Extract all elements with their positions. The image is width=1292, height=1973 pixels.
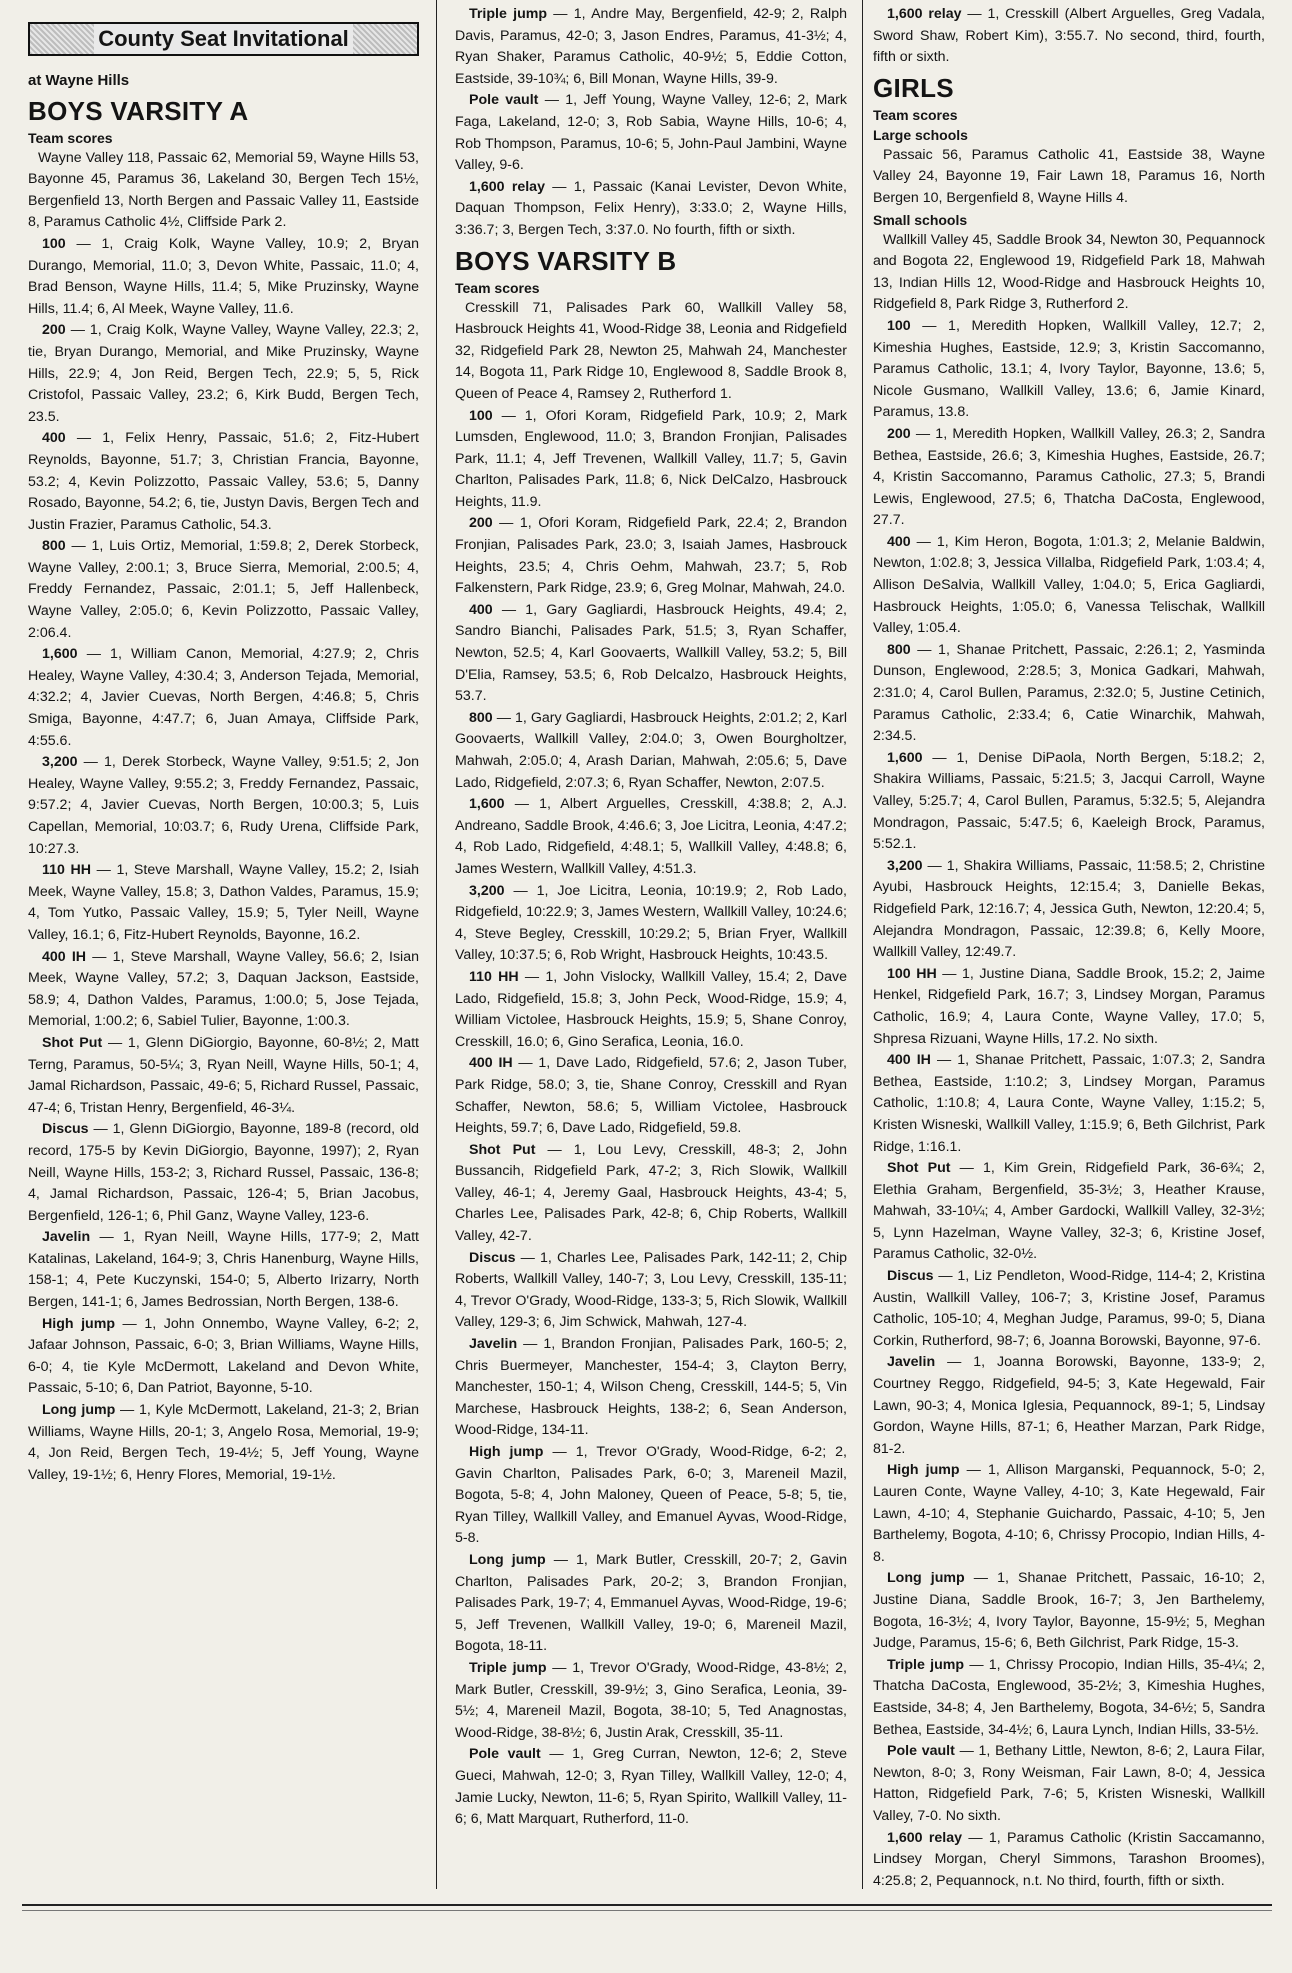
event-results-text: — 1, Meredith Hopken, Wallkill Valley, 12.7; 2, Kimeshia Hughes, Eastside, 12.9; 3, Kristin Saccomanno, Paramus Catholic, 13.1; 4, Ivory Taylor, Bayonne, 13.6; 5, Nicole Gusmano, Wallkill Valley, 13.6; 6, Jamie Kinard, Paramus, 13.8.	[873, 317, 1265, 421]
event-name: High jump	[469, 1444, 544, 1460]
event-results-text: — 1, Bethany Little, Newton, 8-6; 2, Laura Filar, Newton, 8-0; 3, Rony Weisman, Fair Lawn, 8-0; 4, Jessica Hatton, Ridgefield Park, 7-6; 5, Kristen Wisneski, Wallkill Valley, 7-0. No sixth.	[873, 1743, 1265, 1824]
event-result	[873, 1741, 1265, 1827]
event-results-text: — 1, John Onnembo, Wayne Valley, 6-2; 2, Jafaar Johnson, Passaic, 6-0; 3, Brian Williams, Wayne Hills, 6-0; 4, tie Kyle McDermott, Lakeland and Devon White, Passaic, 5-10; 6, Dan Patriot, Bayonne, 5-10.	[28, 1315, 419, 1397]
event-name: 1,600	[887, 749, 923, 766]
event-results-text: — 1, Trevor O'Grady, Wood-Ridge, 43-8½; 2, Mark Butler, Cresskill, 39-9½; 3, Gino Serafica, Leonia, 39-5½; 4, Mareneil Mazil, Bogota, 38-10; 5, Ted Anagnostas, Wood-Ridge, 38-8½; 6, Justin Arak, Cresskill, 35-11.	[455, 1659, 847, 1741]
event-result	[873, 1655, 1265, 1741]
event-result	[873, 1050, 1265, 1158]
event-results-text: — 1, Trevor O'Grady, Wood-Ridge, 6-2; 2, Gavin Charlton, Palisades Park, 6-0; 3, Mareneil Mazil, Bogota, 5-8; 4, John Maloney, Queen of Peace, 5-8; 5, tie, Ryan Tilley, Wallkill Valley, and Emanuel Ayvas, Wood-Ridge, 5-8.	[455, 1444, 847, 1547]
event-name: Triple jump	[887, 1656, 965, 1673]
event-results-text: — 1, Derek Storbeck, Wayne Valley, 9:51.5; 2, Jon Healey, Wayne Valley, 9:55.2; 3, Freddy Fernandez, Passaic, 9:57.2; 4, Javier Cuevas, North Bergen, 10:00.3; 5, Luis Capellan, Memorial, 10:03.7; 6, Rudy Urena, Cliffside Park, 10:27.3.	[28, 754, 419, 857]
event-results-text: — 1, Andre May, Bergenfield, 42-9; 2, Ralph Davis, Paramus, 42-0; 3, Jason Endres, Paramus, 41-3½; 4, Ryan Shaker, Paramus Catholic, 40-9½; 5, Eddie Cotton, Eastside, 39-10¾; 6, Bill Monan, Wayne Hills, 39-9.	[455, 6, 847, 87]
event-result	[28, 752, 419, 860]
event-results-text: — 1, Kim Grein, Ridgefield Park, 36-6¾; 2, Elethia Graham, Bergenfield, 35-3½; 3, Heather Krause, Mahwah, 33-10¼; 4, Amber Gardocki, Wallkill Valley, 32-3½; 5, Lynn Hazelman, Wayne Valley, 32-3; 6, Kristine Josef, Paramus Catholic, 32-0½.	[873, 1160, 1265, 1263]
event-result	[873, 424, 1265, 532]
event-name: 400	[42, 430, 66, 447]
event-result	[28, 536, 419, 644]
event-name: 1,600 relay	[469, 178, 545, 195]
event-name: Long jump	[887, 1570, 965, 1587]
event-results-text: — 1, Steve Marshall, Wayne Valley, 15.2; 2, Isiah Meek, Wayne Valley, 15.8; 3, Dathon Valdes, Paramus, 15.9; 4, Tom Yutko, Passaic Valley, 15.9; 5, Tyler Neill, Wayne Valley, 16.1; 6, Fitz-Hubert Reynolds, Bayonne, 16.2.	[28, 862, 419, 943]
event-name: 200	[42, 322, 66, 339]
event-name: 400	[469, 601, 493, 618]
small-schools-scores: Wallkill Valley 45, Saddle Brook 34, Newton 30, Pequannock and Bogota 22, Englewood 19, Ridgefield Park 18, Mahwah 13, Indian Hills 12, Wood-Ridge and Hasbrouck Heights 10, Ridgefield 8, Park Ridge 3, Rutherford 2.	[873, 231, 1265, 313]
event-result	[873, 316, 1265, 424]
team-scores: Cresskill 71, Palisades Park 60, Wallkill Valley 58, Hasbrouck Heights 41, Wood-Ridge 38, Leonia and Ridgefield 32, Ridgefield Park 28, Newton 25, Mahwah 24, Manchester 14, Bogota 11, Park Ridge 10, Englewood 8, Saddle Brook 8, Queen of Peace 4, Ramsey 2, Rutherford 1.	[455, 299, 847, 402]
event-results-text: — 1, Kyle McDermott, Lakeland, 21-3; 2, Brian Williams, Wayne Hills, 20-1; 3, Angelo Rosa, Memorial, 19-9; 4, Jon Reid, Bergen Tech, 19-4½; 5, Jeff Young, Wayne Valley, 19-1½; 6, Henry Flores, Memorial, 19-1½.	[28, 1402, 419, 1483]
team-scores: Wayne Valley 118, Passaic 62, Memorial 59, Wayne Hills 53, Bayonne 45, Paramus 36, Lakeland 30, Bergen Tech 15½, Bergenfield 13, North Bergen and Passaic Valley 11, Eastside 8, Paramus Catholic 4½, Cliffside Park 2.	[28, 149, 419, 231]
column-2	[455, 4, 847, 1893]
event-name: 3,200	[42, 754, 78, 771]
event-results-text: — 1, Cresskill (Albert Arguelles, Greg Vadala, Sword Shaw, Robert Kim), 3:55.7. No second, third, fourth, fifth or sixth.	[873, 6, 1265, 66]
event-name: 400 IH	[469, 1055, 513, 1072]
event-name: 1,600	[469, 796, 505, 813]
event-result	[455, 1550, 847, 1658]
small-schools-heading: Small schools	[873, 211, 968, 228]
event-list	[455, 406, 847, 1831]
event-name: Javelin	[887, 1354, 936, 1371]
event-result	[28, 428, 419, 536]
large-schools-scores: Passaic 56, Paramus Catholic 41, Eastside 38, Wayne Valley 24, Bayonne 19, Fair Lawn 18, Paramus 16, North Bergen 10, Bergenfield 8, Wayne Hills 4.	[873, 146, 1265, 206]
event-results-text: — 1, Brandon Fronjian, Palisades Park, 160-5; 2, Chris Buermeyer, Manchester, 154-4; 3, Clayton Berry, Manchester, 150-1; 4, Wilson Cheng, Cresskill, 144-5; 5, Vin Marchese, Hasbrouck Heights, 138-2; 6, Sean Anderson, Wood-Ridge, 134-11.	[455, 1336, 847, 1439]
event-name: 1,600 relay	[887, 1829, 962, 1846]
event-results-text: — 1, Greg Curran, Newton, 12-6; 2, Steve Gueci, Mahwah, 12-0; 3, Ryan Tilley, Wallkill Valley, 12-0; 4, Jamie Lucky, Newton, 11-6; 5, Ryan Spirito, Wallkill Valley, 11-6; 6, Matt Marquart, Rutherford, 11-0.	[455, 1746, 847, 1828]
event-name: Triple jump	[469, 6, 548, 22]
event-result	[455, 1053, 847, 1139]
event-name: 400	[887, 533, 911, 550]
event-result	[873, 964, 1265, 1050]
event-results-text: — 1, Craig Kolk, Wayne Valley, 10.9; 2, Bryan Durango, Memorial, 11.0; 3, Devon White, Passaic, 11.0; 4, Brad Benson, Wayne Hills, 11.4; 5, Mike Pruzinsky, Wayne Hills, 11.4; 6, Al Meek, Wayne Valley, 11.6.	[28, 235, 419, 317]
event-list	[873, 316, 1265, 1892]
event-results-text: — 1, Meredith Hopken, Wallkill Valley, 26.3; 2, Sandra Bethea, Eastside, 26.6; 3, Kimeshia Hughes, Eastside, 26.7; 4, Kristin Saccomanno, Paramus Catholic, 27.3; 5, Brandi Lewis, Englewood, 27.5; 6, Thatcha DaCosta, Englewood, 27.7.	[873, 425, 1265, 529]
event-list	[28, 234, 419, 1486]
event-results-text: — 1, Chrissy Procopio, Indian Hills, 35-4¼; 2, Thatcha DaCosta, Englewood, 35-2½; 3, Kimeshia Hughes, Eastside, 34-8; 4, Jen Barthelemy, Bogota, 34-6½; 5, Sandra Bethea, Eastside, 34-4½; 6, Laura Lynch, Indian Hills, 33-5½.	[873, 1656, 1265, 1738]
event-result	[873, 4, 1265, 69]
event-results-text: — 1, Luis Ortiz, Memorial, 1:59.8; 2, Derek Storbeck, Wayne Valley, 2:00.1; 3, Bruce Sierra, Memorial, 2:00.5; 4, Freddy Fernandez, Passaic, 2:01.1; 5, Jeff Hallenbeck, Wayne Valley, 2:05.0; 6, Kevin Polizzotto, Passaic Valley, 2:06.4.	[28, 538, 419, 641]
event-name: 100 HH	[887, 965, 937, 982]
event-results-text: — 1, Allison Marganski, Pequannock, 5-0; 2, Lauren Conte, Wayne Valley, 4-10; 3, Kate Hegewald, Fair Lawn, 4-10; 4, Stephanie Guichardo, Passaic, 4-10; 5, Jen Barthelemy, Bogota, 4-10; 6, Chrissy Procopio, Indian Hills, 4-8.	[873, 1462, 1265, 1565]
event-results-text: — 1, Joe Licitra, Leonia, 10:19.9; 2, Rob Lado, Ridgefield, 10:22.9; 3, James Western, Wallkill Valley, 10:24.6; 4, Steve Begley, Cresskill, 10:29.2; 5, Brian Fryer, Wallkill Valley, 10:37.5; 6, Rob Wright, Hasbrouck Heights, 10:43.5.	[455, 882, 847, 964]
event-name: 800	[42, 538, 66, 555]
event-result	[873, 640, 1265, 748]
column-1	[28, 4, 419, 1893]
bottom-rule	[22, 1904, 1272, 1906]
event-list	[455, 4, 847, 242]
team-scores-heading: Team scores	[873, 106, 958, 123]
section-heading-boys-b: BOYS VARSITY B	[455, 245, 677, 276]
event-results-text: — 1, Kim Heron, Bogota, 1:01.3; 2, Melanie Baldwin, Newton, 1:02.8; 3, Jessica Villalba, Ridgefield Park, 1:03.4; 4, Allison DeSalvia, Wallkill Valley, 1:04.0; 5, Erica Gagliardi, Hasbrouck Heights, 1:05.0; 6, Vanessa Telischak, Wallkill Valley, 1:05.4.	[873, 533, 1265, 637]
event-name: 100	[887, 317, 911, 334]
event-name: 200	[887, 425, 911, 442]
event-result	[455, 967, 847, 1053]
event-name: Shot Put	[887, 1160, 951, 1177]
column-divider	[862, 0, 863, 1889]
event-results-text: — 1, Paramus Catholic (Kristin Saccamanno, Lindsey Morgan, Cheryl Simmons, Tarashon Broomes), 4:25.8; 2, Pequannock, n.t. No third, fourth, fifth or sixth.	[873, 1829, 1265, 1889]
bottom-rule	[22, 1910, 1272, 1911]
event-results-text: — 1, Joanna Borowski, Bayonne, 133-9; 2, Courtney Reggo, Ridgefield, 94-5; 3, Kate Hegewald, Fair Lawn, 90-3; 4, Monica Iglesia, Pequannock, 89-1; 5, Lindsay Gordon, Wayne Hills, 87-1; 6, Heather Marzan, Park Ridge, 81-2.	[873, 1354, 1265, 1457]
meet-title: County Seat Invitational	[94, 24, 353, 54]
event-name: High jump	[887, 1462, 960, 1479]
event-result	[28, 1227, 419, 1313]
event-result	[873, 1828, 1265, 1893]
event-results-text: — 1, Gary Gagliardi, Hasbrouck Heights, 2:01.2; 2, Karl Goovaerts, Wallkill Valley, 2:04.0; 3, Owen Bourgholtzer, Mahwah, 2:05.0; 4, Arash Darian, Mahwah, 2:05.6; 5, Dave Lado, Ridgefield, 2:07.3; 6, Ryan Schaffer, Newton, 2:07.5.	[455, 709, 847, 791]
event-result	[455, 600, 847, 708]
event-results-text: — 1, Glenn DiGiorgio, Bayonne, 60-8½; 2, Matt Terng, Paramus, 50-5¼; 3, Ryan Neill, Wayne Hills, 50-1; 4, Jamal Richardson, Passaic, 49-6; 5, Richard Russel, Passaic, 47-4; 6, Tristan Henry, Bergenfield, 46-3¼.	[28, 1034, 419, 1116]
event-result	[455, 1248, 847, 1334]
event-result	[455, 406, 847, 514]
event-result	[28, 1314, 419, 1400]
event-result	[455, 1442, 847, 1550]
event-result	[455, 1744, 847, 1830]
event-name: 110 HH	[42, 862, 92, 879]
event-name: Shot Put	[469, 1141, 536, 1158]
event-result	[28, 644, 419, 752]
event-result	[28, 320, 419, 428]
event-results-text: — 1, Albert Arguelles, Cresskill, 4:38.8; 2, A.J. Andreano, Saddle Brook, 4:46.6; 3, Joe Licitra, Leonia, 4:47.2; 4, Rob Lado, Ridgefield, 4:48.1; 5, Wallkill Valley, 4:48.8; 6, James Western, Wallkill Valley, 4:51.3.	[455, 796, 847, 877]
event-name: 100	[469, 407, 493, 424]
event-name: 400 IH	[42, 948, 87, 965]
event-result	[873, 1158, 1265, 1266]
event-name: 1,600	[42, 646, 78, 663]
meet-banner	[28, 22, 419, 56]
event-results-text: — 1, Lou Levy, Cresskill, 48-3; 2, John Bussancih, Ridgefield Park, 47-2; 3, Rich Slowik, Wallkill Valley, 46-1; 4, Jeremy Gaal, Hasbrouck Heights, 43-4; 5, Charles Lee, Palisades Park, 42-8; 6, Chip Roberts, Wallkill Valley, 42-7.	[455, 1141, 847, 1245]
event-results-text: — 1, Shanae Pritchett, Passaic, 16-10; 2, Justine Diana, Saddle Brook, 16-7; 3, Jen Barthelemy, Bogota, 16-3½; 4, Ivory Taylor, Bayonne, 15-9½; 5, Meghan Judge, Paramus, 15-6; 6, Beth Gilchrist, Park Ridge, 15-3.	[873, 1570, 1265, 1652]
event-name: Shot Put	[42, 1034, 103, 1051]
event-result	[873, 1352, 1265, 1460]
event-name: High jump	[42, 1315, 115, 1332]
event-results-text: — 1, William Canon, Memorial, 4:27.9; 2, Chris Healey, Wayne Valley, 4:30.4; 3, Anderson Tejada, Memorial, 4:32.2; 4, Javier Cuevas, North Bergen, 4:46.8; 5, Chris Smiga, Bayonne, 4:47.7; 6, Juan Amaya, Cliffside Park, 4:55.6.	[28, 646, 419, 749]
event-name: Pole vault	[469, 92, 539, 109]
event-name: Discus	[887, 1268, 934, 1285]
event-name: Pole vault	[469, 1746, 541, 1763]
column-divider	[436, 0, 437, 1889]
event-results-text: — 1, Liz Pendleton, Wood-Ridge, 114-4; 2, Kristina Austin, Wallkill Valley, 106-7; 3, Kristine Josef, Paramus Catholic, 105-10; 4, Meghan Judge, Paramus, 99-0; 5, Diana Corkin, Rutherford, 98-7; 6, Joanna Borowski, Bayonne, 97-6.	[873, 1268, 1265, 1349]
event-result	[28, 947, 419, 1033]
event-name: 1,600 relay	[887, 6, 962, 22]
large-schools-heading: Large schools	[873, 126, 968, 143]
event-name: Javelin	[42, 1229, 91, 1246]
event-name: Pole vault	[887, 1743, 955, 1760]
event-result	[873, 1568, 1265, 1654]
event-results-text: — 1, Shanae Pritchett, Passaic, 2:26.1; 2, Yasminda Dunson, Englewood, 2:28.5; 3, Monica Gadkari, Mahwah, 2:31.0; 4, Carol Bullen, Paramus, 2:32.0; 5, Justine Cetinich, Paramus Catholic, 2:33.4; 6, Catie Winarchik, Mahwah, 2:34.5.	[873, 641, 1265, 745]
event-results-text: — 1, Ryan Neill, Wayne Hills, 177-9; 2, Matt Katalinas, Lakeland, 164-9; 3, Chris Hanenburg, Wayne Hills, 158-1; 4, Pete Kuczynski, 154-0; 5, Alberto Irizarry, North Bergen, 141-1; 6, James Bedrossian, North Bergen, 138-6.	[28, 1229, 419, 1311]
event-name: 200	[469, 515, 493, 532]
event-results-text: — 1, Glenn DiGiorgio, Bayonne, 189-8 (record, old record, 175-5 by Kevin DiGiorgio, Bayonne, 1997); 2, Ryan Neill, Wayne Hills, 153-2; 3, Richard Russel, Passaic, 136-8; 4, Jamal Richardson, Passaic, 126-4; 5, Brian Jacobus, Bergenfield, 126-1; 6, Phil Ganz, Wayne Valley, 123-6.	[28, 1121, 419, 1224]
event-result	[28, 1119, 419, 1227]
event-name: Discus	[42, 1121, 89, 1138]
event-result	[455, 4, 847, 90]
event-result	[873, 1266, 1265, 1352]
event-name: Discus	[469, 1249, 516, 1266]
dateline: at Wayne Hills	[28, 72, 130, 89]
team-scores-heading: Team scores	[28, 129, 113, 146]
event-name: 100	[42, 235, 66, 252]
event-name: Long jump	[42, 1402, 116, 1419]
event-results-text: — 1, Craig Kolk, Wayne Valley, Wayne Valley, 22.3; 2, tie, Bryan Durango, Memorial, and Mike Pruzinsky, Wayne Hills, 22.9; 4, Jon Reid, Bergen Tech, 22.9; 5, 5, Rick Cristofol, Passaic Valley, 23.2; 6, Kirk Budd, Bergen Tech, 23.5.	[28, 322, 419, 425]
event-list	[873, 4, 1265, 69]
event-results-text: — 1, Jeff Young, Wayne Valley, 12-6; 2, Mark Faga, Lakeland, 12-0; 3, Rob Sabia, Wayne Hills, 10-6; 4, Rob Thompson, Paramus, 10-6; 5, John-Paul Jambini, Wayne Valley, 9-6.	[455, 92, 847, 174]
event-results-text: — 1, Felix Henry, Passaic, 51.6; 2, Fitz-Hubert Reynolds, Bayonne, 51.7; 3, Christian Francia, Bayonne, 53.2; 4, Kevin Polizzotto, Passaic Valley, 53.6; 5, Danny Rosado, Bayonne, 54.2; 6, tie, Justyn Davis, Bergen Tech and Justin Frazier, Paramus Catholic, 54.3.	[28, 430, 419, 533]
event-results-text: — 1, Dave Lado, Ridgefield, 57.6; 2, Jason Tuber, Park Ridge, 58.0; 3, tie, Shane Conroy, Cresskill and Ryan Schaffer, Newton, 58.6; 5, William Victolee, Hasbrouck Heights, 59.7; 6, Dave Lado, Ridgefield, 59.8.	[455, 1055, 847, 1137]
event-name: 800	[887, 641, 911, 658]
event-result	[873, 856, 1265, 964]
section-heading-girls: GIRLS	[873, 72, 954, 103]
event-results-text: — 1, Ofori Koram, Ridgefield Park, 10.9; 2, Mark Lumsden, Englewood, 11.0; 3, Brandon Fronjian, Palisades Park, 11.1; 4, Jeff Trevenen, Wallkill Valley, 11.7; 5, Gavin Charlton, Palisades Park, 11.8; 6, Nick DelCalzo, Hasbrouck Heights, 11.9.	[455, 407, 847, 510]
event-name: 3,200	[469, 882, 505, 899]
event-result	[28, 1033, 419, 1119]
team-scores-heading: Team scores	[455, 279, 540, 296]
event-name: Triple jump	[469, 1659, 547, 1676]
event-results-text: — 1, Gary Gagliardi, Hasbrouck Heights, 49.4; 2, Sandro Bianchi, Palisades Park, 51.5; 3, Ryan Schaffer, Newton, 52.5; 4, Karl Goovaerts, Wallkill Valley, 53.2; 5, Bill D'Elia, Ramsey, 53.5; 6, Rob Delcalzo, Hasbrouck Heights, 53.7.	[455, 601, 847, 705]
event-results-text: — 1, Passaic (Kanai Levister, Devon White, Daquan Thompson, Felix Henry), 3:33.0; 2, Wayne Hills, 3:36.7; 3, Bergen Tech, 3:37.0. No fourth, fifth or sixth.	[455, 178, 847, 238]
event-results-text: — 1, Shanae Pritchett, Passaic, 1:07.3; 2, Sandra Bethea, Eastside, 1:10.2; 3, Lindsey Morgan, Paramus Catholic, 1:10.8; 4, Laura Conte, Wayne Valley, 1:15.2; 5, Kristen Wisneski, Wallkill Valley, 1:15.9; 6, Beth Gilchrist, Park Ridge, 1:16.1.	[873, 1052, 1265, 1155]
event-results-text: — 1, Justine Diana, Saddle Brook, 15.2; 2, Jaime Henkel, Ridgefield Park, 16.7; 3, Lindsey Morgan, Paramus Catholic, 16.9; 4, Laura Conte, Wayne Valley, 17.0; 5, Shpresa Rizuani, Wayne Hills, 17.2. No sixth.	[873, 965, 1265, 1047]
event-name: 400 IH	[887, 1052, 931, 1069]
event-result	[28, 860, 419, 946]
event-name: 3,200	[887, 857, 923, 874]
event-result	[28, 234, 419, 320]
event-result	[455, 90, 847, 176]
event-result	[455, 513, 847, 599]
event-result	[28, 1400, 419, 1486]
event-result	[873, 532, 1265, 640]
event-result	[455, 708, 847, 794]
event-name: Long jump	[469, 1551, 546, 1568]
section-heading-boys-a: BOYS VARSITY A	[28, 95, 249, 126]
event-result	[455, 1658, 847, 1744]
event-results-text: — 1, Steve Marshall, Wayne Valley, 56.6; 2, Isian Meek, Wayne Valley, 57.2; 3, Daquan Jackson, Eastside, 58.9; 4, Dathon Valdes, Paramus, 1:00.0; 5, Jose Tejada, Memorial, 1:00.2; 6, Sabiel Tulier, Bayonne, 1:00.3.	[28, 948, 419, 1030]
event-result	[455, 1334, 847, 1442]
event-results-text: — 1, Shakira Williams, Passaic, 11:58.5; 2, Christine Ayubi, Hasbrouck Heights, 12:15.4; 3, Danielle Bekas, Ridgefield Park, 12:16.7; 4, Jessica Guth, Newton, 12:20.4; 5, Alejandra Mondragon, Passaic, 12:39.8; 6, Kelly Moore, Wallkill Valley, 12:49.7.	[873, 857, 1265, 961]
event-result	[455, 794, 847, 880]
event-results-text: — 1, John Vislocky, Wallkill Valley, 15.4; 2, Dave Lado, Ridgefield, 15.8; 3, John Peck, Wood-Ridge, 15.9; 4, William Victolee, Hasbrouck Heights, 15.9; 5, Shane Conroy, Cresskill, 16.0; 6, Gino Serafica, Leonia, 16.0.	[455, 968, 847, 1050]
event-results-text: — 1, Denise DiPaola, North Bergen, 5:18.2; 2, Shakira Williams, Passaic, 5:21.5; 3, Jacqui Carroll, Wayne Valley, 5:25.7; 4, Carol Bullen, Paramus, 5:32.5; 5, Alejandra Mondragon, Passaic, 5:47.5; 6, Kaeleigh Brock, Paramus, 5:52.1.	[873, 749, 1265, 853]
event-results-text: — 1, Charles Lee, Palisades Park, 142-11; 2, Chip Roberts, Wallkill Valley, 140-7; 3, Lou Levy, Cresskill, 135-11; 4, Trevor O'Grady, Wood-Ridge, 133-3; 5, Rich Slowik, Wallkill Valley, 129-3; 6, Jim Schwick, Mahwah, 127-4.	[455, 1249, 847, 1331]
event-result	[455, 1140, 847, 1248]
event-result	[455, 177, 847, 242]
event-name: 110 HH	[469, 968, 519, 985]
column-3	[873, 4, 1265, 1893]
event-result	[455, 881, 847, 967]
event-result	[873, 748, 1265, 856]
event-results-text: — 1, Mark Butler, Cresskill, 20-7; 2, Gavin Charlton, Palisades Park, 20-2; 3, Brandon Fronjian, Palisades Park, 19-7; 4, Emmanuel Ayvas, Wood-Ridge, 19-6; 5, Jeff Trevenen, Wallkill Valley, 19-0; 6, Mareneil Mazil, Bogota, 18-11.	[455, 1551, 847, 1655]
event-result	[873, 1460, 1265, 1568]
event-name: 800	[469, 709, 493, 726]
event-name: Javelin	[469, 1336, 518, 1353]
event-results-text: — 1, Ofori Koram, Ridgefield Park, 22.4; 2, Brandon Fronjian, Palisades Park, 23.0; 3, Isaiah James, Hasbrouck Heights, 23.5; 4, Chris Oehm, Mahwah, 23.7; 5, Rob Falkenstern, Park Ridge, 23.9; 6, Greg Molnar, Mahwah, 24.0.	[455, 515, 847, 597]
